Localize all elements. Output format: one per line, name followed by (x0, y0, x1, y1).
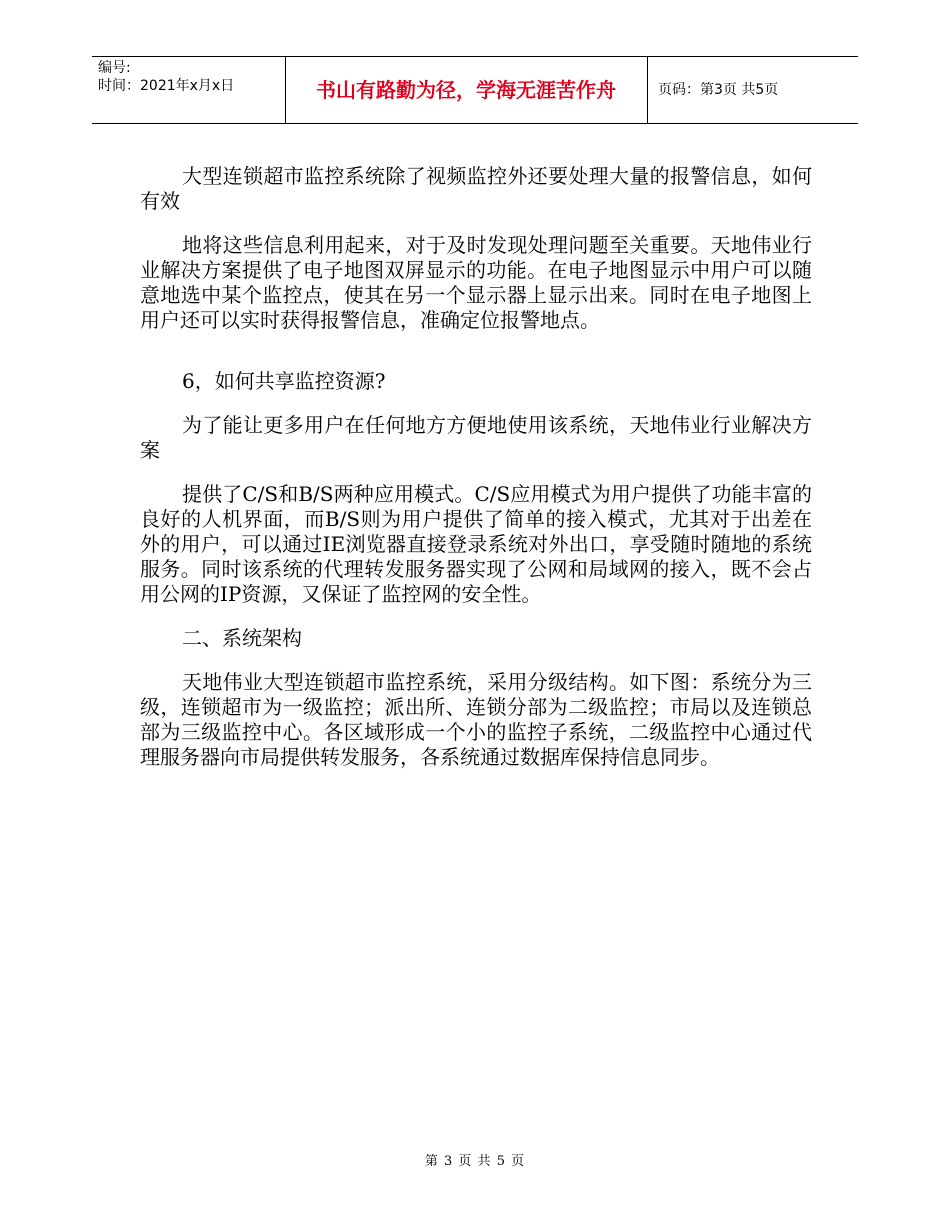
document-body (140, 164, 812, 770)
header-meta (92, 57, 286, 123)
paragraph-4: 提供了C/S和B/S两种应用模式。C/S应用模式为用户提供了功能丰富的良好的人机界面，而B/S则为用户提供了简单的接入模式，尤其对于出差在外的用户，可以通过IE浏览器直接登录系统对外出口，享受随时随地的系统服务。同时该系统的代理转发服务器实现了公网和局域网的接入，既不会占用公网的IP资源，又保证了监控网的安全性。 (140, 482, 812, 606)
paragraph-5: 天地伟业大型连锁超市监控系统，采用分级结构。如下图：系统分为三级，连锁超市为一级监控；派出所、连锁分部为二级监控；市局以及连锁总部为三级监控中心。各区域形成一个小的监控子系统，二级监控中心通过代理服务器向市局提供转发服务，各系统通过数据库保持信息同步。 (140, 670, 812, 769)
paragraph-3: 为了能让更多用户在任何地方方便地使用该系统，天地伟业行业解决方案 (140, 413, 812, 462)
header-motto: 书山有路勤为径，学海无涯苦作舟 (285, 57, 648, 123)
document-time-label: 时间：2021年x月x日 (98, 78, 235, 94)
section-heading-6: 6，如何共享监控资源? (182, 369, 386, 393)
section-heading-architecture: 二、系统架构 (182, 626, 302, 650)
document-number-label: 编号: (98, 60, 131, 76)
page-footer: 第 3 页 共 5 页 (424, 1154, 526, 1169)
header-page-number: 页码：第3页 共5页 (658, 82, 779, 98)
page-header (92, 56, 858, 124)
paragraph-2: 地将这些信息利用起来，对于及时发现处理问题至关重要。天地伟业行业解决方案提供了电子地图双屏显示的功能。在电子地图显示中用户可以随意地选中某个监控点，使其在另一个显示器上显示出来。同时在电子地图上用户还可以实时获得报警信息，准确定位报警地点。 (140, 233, 812, 332)
paragraph-1: 大型连锁超市监控系统除了视频监控外还要处理大量的报警信息，如何有效 (140, 164, 812, 213)
